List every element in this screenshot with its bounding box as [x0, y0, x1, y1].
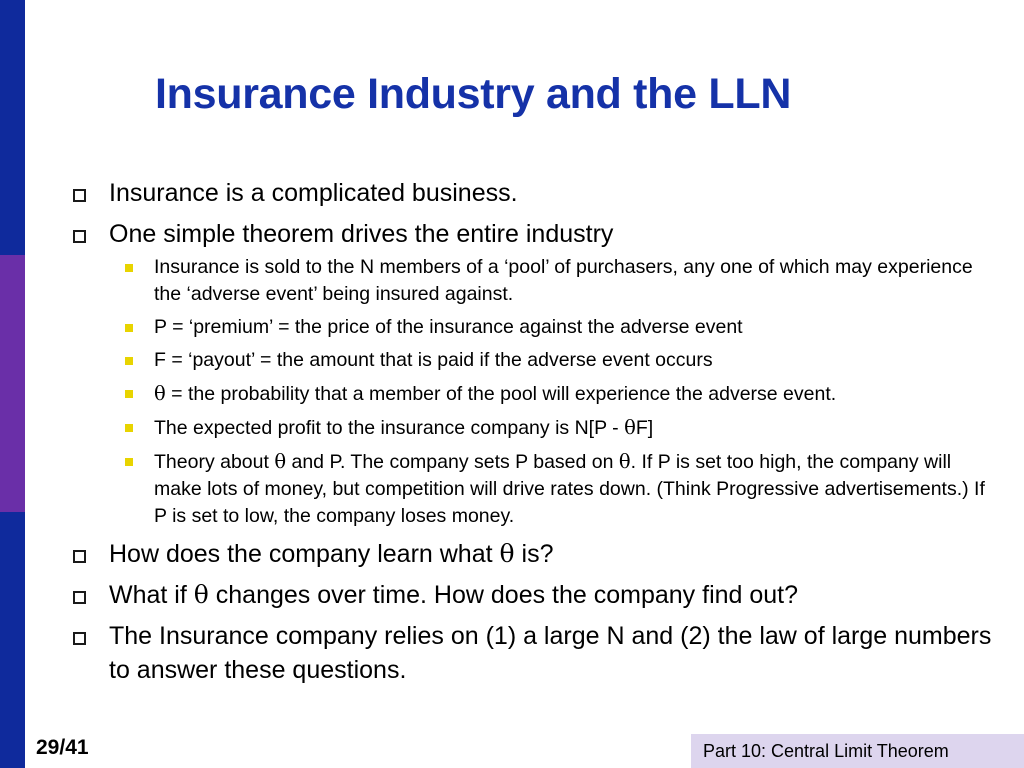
- page-number: 29/41: [36, 736, 89, 759]
- side-color-bar: [0, 0, 25, 768]
- sub-bullet-2: [70, 314, 1000, 341]
- yellow-square-bullet-icon: [125, 424, 133, 432]
- sub-bullet-6-text-b: and P. The company sets P based on: [286, 451, 619, 473]
- theta-symbol: θ: [624, 416, 636, 439]
- bullet-3: [70, 537, 1000, 571]
- yellow-square-bullet-icon: [125, 390, 133, 398]
- bullet-5-text: The Insurance company relies on (1) a large N and (2) the law of large numbers to answer these questions.: [109, 622, 992, 684]
- theta-symbol: θ: [618, 450, 631, 473]
- footer-section-box: [691, 734, 1024, 768]
- sub-bullet-1-text: Insurance is sold to the N members of a ‘pool’ of purchasers, any one of which may experience the ‘adverse event’ being insured against.: [154, 256, 973, 305]
- bullet-5: [70, 619, 1000, 687]
- bullet-4: [70, 578, 1000, 612]
- theta-symbol: θ: [154, 382, 166, 405]
- bullet-4-text: What if: [109, 581, 194, 609]
- sub-bullet-5-text: The expected profit to the insurance company is N[P -: [154, 417, 625, 439]
- square-bullet-icon: [73, 189, 86, 202]
- bullet-1-text: Insurance is a complicated business.: [109, 179, 518, 207]
- theta-symbol: θ: [193, 580, 209, 609]
- sub-bullet-4-text: = the probability that a member of the pool will experience the adverse event.: [165, 383, 837, 405]
- sub-bullet-3: [70, 347, 1000, 374]
- yellow-square-bullet-icon: [125, 324, 133, 332]
- bullet-2-text: One simple theorem drives the entire industry: [109, 220, 614, 248]
- sub-bullet-5-text-end: F]: [635, 417, 654, 439]
- bullet-4-text-end: changes over time. How does the company find out?: [208, 581, 799, 609]
- bullet-3-text-end: is?: [514, 540, 554, 568]
- yellow-square-bullet-icon: [125, 357, 133, 365]
- sub-bullet-list: [70, 254, 1000, 530]
- square-bullet-icon: [73, 550, 86, 563]
- yellow-square-bullet-icon: [125, 264, 133, 272]
- bullet-3-text: How does the company learn what: [109, 540, 500, 568]
- square-bullet-icon: [73, 632, 86, 645]
- slide-content: [70, 176, 1000, 694]
- bullet-1: [70, 176, 1000, 210]
- side-bar-top-segment: [0, 0, 25, 255]
- sub-bullet-1: [70, 254, 1000, 308]
- theta-symbol: θ: [499, 539, 515, 568]
- bullet-2: [70, 217, 1000, 251]
- sub-bullet-2-text: P = ‘premium’ = the price of the insurance against the adverse event: [154, 316, 743, 338]
- sub-bullet-6-text-c: . If P is set too high, the company will make lots of money, but competition will drive rates down. (Think Progressive advertisements.) If P is set to low, the company loses money.: [154, 451, 985, 527]
- sub-bullet-6-text-a: Theory about: [154, 451, 275, 473]
- slide-title: Insurance Industry and the LLN: [155, 70, 792, 118]
- sub-bullet-4: [70, 380, 1000, 408]
- sub-bullet-5: [70, 414, 1000, 442]
- sub-bullet-6: [70, 448, 1000, 530]
- theta-symbol: θ: [274, 450, 287, 473]
- side-bar-middle-segment: [0, 255, 25, 512]
- footer-section-label: Part 10: Central Limit Theorem: [703, 741, 949, 761]
- square-bullet-icon: [73, 591, 86, 604]
- square-bullet-icon: [73, 230, 86, 243]
- sub-bullet-3-text: F = ‘payout’ = the amount that is paid if the adverse event occurs: [154, 349, 713, 371]
- yellow-square-bullet-icon: [125, 458, 133, 466]
- side-bar-bottom-segment: [0, 512, 25, 768]
